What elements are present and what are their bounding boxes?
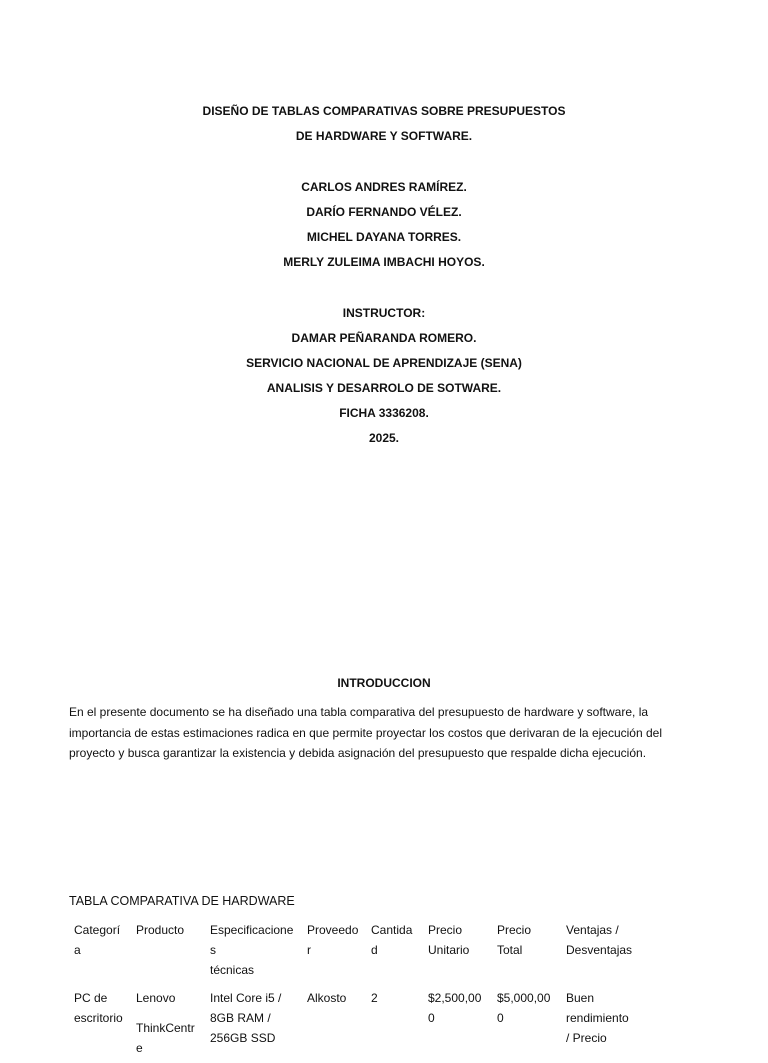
header-producto-text: Producto (136, 923, 185, 937)
cell-cantidad (366, 985, 423, 1063)
header-ventajas-line-2: Desventajas (566, 943, 633, 957)
header-proveedor (302, 917, 366, 985)
cell-precio-total (492, 985, 561, 1063)
cell-proveedor (302, 985, 366, 1063)
cell-categoria-line-1: PC de (74, 991, 108, 1005)
introduction-heading (0, 671, 768, 696)
author-name: CARLOS ANDRES RAMÍREZ. (301, 180, 467, 194)
header-cantidad (366, 917, 423, 985)
author-name: MERLY ZULEIMA IMBACHI HOYOS. (283, 255, 485, 269)
cell-especificaciones-line-3: 256GB SSD (210, 1031, 276, 1045)
header-categoria-line-2: a (74, 943, 81, 957)
ficha-number: FICHA 3336208. (339, 406, 429, 420)
hardware-table-caption: TABLA COMPARATIVA DE HARDWARE (69, 894, 295, 908)
header-precio-unitario-line-1: Precio (428, 923, 463, 937)
cell-ventajas-line-3: / Precio (566, 1031, 607, 1045)
authors-list (0, 175, 768, 275)
cell-precio-unitario-text: $2,500,000 (428, 991, 482, 1025)
author-name: MICHEL DAYANA TORRES. (306, 230, 462, 244)
cell-ventajas (561, 985, 639, 1063)
cell-producto-line-2: ThinkCentre (136, 1021, 195, 1055)
header-categoria (69, 917, 131, 985)
cell-spacer (136, 1008, 200, 1018)
header-precio-total (492, 917, 561, 985)
header-precio-unitario (423, 917, 492, 985)
title-line-2: DE HARDWARE Y SOFTWARE. (295, 129, 473, 143)
cell-categoria-line-2: escritorio (74, 1011, 123, 1025)
header-especificaciones-line-2: técnicas (210, 963, 255, 977)
cell-precio-unitario (423, 985, 492, 1063)
table-row (69, 985, 639, 1063)
cell-especificaciones-line-2: 8GB RAM / (210, 1011, 271, 1025)
cell-producto-line-1: Lenovo (136, 991, 176, 1005)
document-title (0, 99, 768, 149)
introduction-paragraph: En el presente documento se ha diseñado una tabla comparativa del presupuesto de hardware y software, la importancia de estas estimaciones radica en que permite proyectar los costos que derivaran de la ejecución del proyecto y busca garantizar la existencia y debida asignación del presupuesto que respalde dicha ejecución. (69, 705, 662, 760)
cell-categoria (69, 985, 131, 1063)
cell-especificaciones (205, 985, 302, 1063)
header-cantidad-text: Cantidad (371, 923, 413, 957)
cell-precio-total-text: $5,000,000 (497, 991, 551, 1025)
introduction-heading-text: INTRODUCCION (337, 676, 431, 690)
title-line-1: DISEÑO DE TABLAS COMPARATIVAS SOBRE PRESUPUESTOS (202, 104, 566, 118)
cell-cantidad-text: 2 (371, 991, 378, 1005)
instructor-block (0, 301, 768, 451)
author-name: DARÍO FERNANDO VÉLEZ. (306, 205, 462, 219)
cell-producto (131, 985, 205, 1063)
program-name: ANALISIS Y DESARROLO DE SOTWARE. (266, 381, 502, 395)
cell-ventajas-line-2: rendimiento (566, 1011, 629, 1025)
header-especificaciones-line-1: Especificaciones (210, 923, 294, 957)
header-ventajas (561, 917, 639, 985)
table-header-row (69, 917, 639, 985)
header-precio-unitario-line-2: Unitario (428, 943, 470, 957)
header-categoria-line-1: Categorí (74, 923, 121, 937)
cell-proveedor-text: Alkosto (307, 991, 347, 1005)
cell-ventajas-line-1: Buen (566, 991, 595, 1005)
institution-name: SERVICIO NACIONAL DE APRENDIZAJE (SENA) (246, 356, 522, 370)
header-producto (131, 917, 205, 985)
hardware-comparison-table (69, 917, 639, 1063)
header-especificaciones (205, 917, 302, 985)
instructor-label: INSTRUCTOR: (342, 306, 426, 320)
cell-especificaciones-line-1: Intel Core i5 / (210, 991, 282, 1005)
header-proveedor-text: Proveedor (307, 923, 359, 957)
header-precio-total-line-2: Total (497, 943, 523, 957)
header-precio-total-line-1: Precio (497, 923, 532, 937)
document-year: 2025. (368, 431, 400, 445)
instructor-name: DAMAR PEÑARANDA ROMERO. (291, 331, 477, 345)
header-ventajas-line-1: Ventajas / (566, 923, 619, 937)
